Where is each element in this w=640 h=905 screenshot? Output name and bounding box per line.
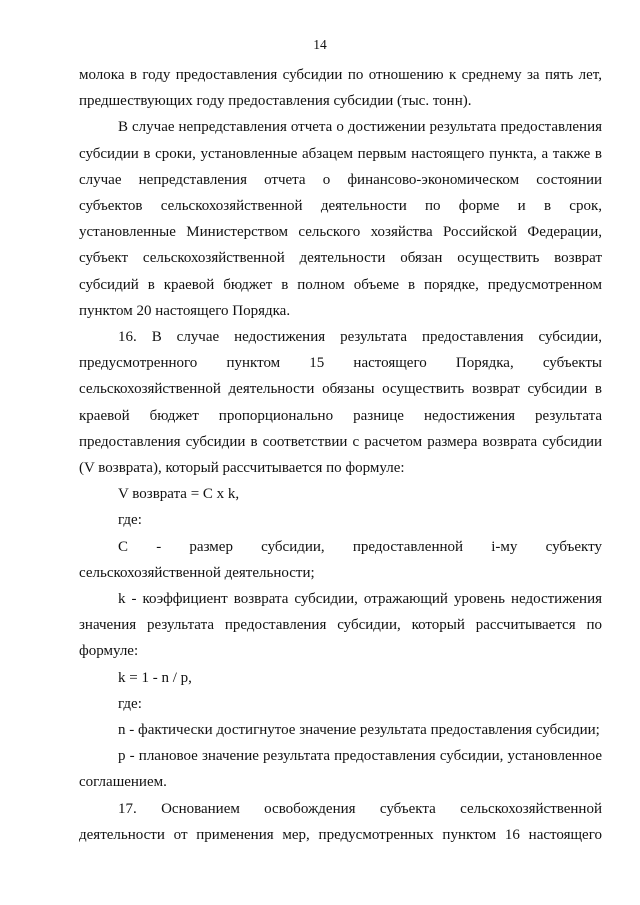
text-line: В случае непредставления отчета о достижении результата предоставления [118, 119, 602, 136]
text-line: краевой бюджет пропорционально разнице недостижения результата [79, 407, 602, 424]
definition-k [79, 586, 602, 665]
text-line: значения результата предоставления субсидии, который рассчитывается по [79, 617, 602, 634]
paragraph-continuation [79, 62, 602, 114]
text-line: предшествующих году предоставления субсидии (тыс. тонн). [79, 93, 472, 110]
text-line: субсидий в краевой бюджет в полном объеме в порядке, предусмотренном [79, 276, 602, 293]
definition-c [79, 534, 602, 586]
page-number: 14 [313, 37, 327, 52]
text-line: предусмотренного пунктом 15 настоящего Порядка, субъекты [79, 355, 602, 372]
text-line: (V возврата), который рассчитывается по формуле: [79, 460, 405, 477]
text-line: формуле: [79, 643, 139, 660]
text-line: субъектов сельскохозяйственной деятельности по форме и в срок, [79, 198, 602, 215]
text-line: соглашением. [79, 774, 167, 791]
text-line: установленные Министерством сельского хозяйства Российской Федерации, [79, 224, 602, 241]
text-line: субъект сельскохозяйственной деятельности обязан осуществить возврат [79, 250, 602, 267]
document-body [79, 62, 602, 848]
definition-p [79, 743, 602, 795]
text-line: субсидии в сроки, установленные абзацем первым настоящего пункта, а также в [79, 145, 602, 162]
formula-k: k = 1 - n / p, [118, 669, 192, 686]
paragraph-16 [79, 324, 602, 481]
paragraph-17 [79, 796, 602, 848]
text-line: k - коэффициент возврата субсидии, отражающий уровень недостижения [118, 591, 602, 608]
text-line: C - размер субсидии, предоставленной i-му субъекту [118, 538, 602, 555]
where-label: где: [118, 695, 142, 712]
text-line: p - плановое значение результата предоставления субсидии, установленное [118, 748, 602, 765]
definition-n: n - фактически достигнутое значение результата предоставления субсидии; [118, 722, 600, 739]
formula-v: V возврата = C x k, [118, 486, 240, 503]
text-line: молока в году предоставления субсидии по отношению к среднему за пять лет, [79, 67, 602, 83]
text-line: деятельности от применения мер, предусмотренных пунктом 16 настоящего [79, 826, 602, 843]
text-line: 17. Основанием освобождения субъекта сельскохозяйственной [118, 800, 602, 817]
text-line: предоставления субсидии в соответствии с расчетом размера возврата субсидии [79, 433, 602, 450]
text-line: сельскохозяйственной деятельности обязаны осуществить возврат субсидии в [79, 381, 602, 398]
text-line: сельскохозяйственной деятельности; [79, 564, 315, 581]
text-line: 16. В случае недостижения результата предоставления субсидии, [118, 329, 602, 346]
paragraph-report-failure [79, 114, 602, 324]
text-line: пунктом 20 настоящего Порядка. [79, 302, 291, 319]
text-line: случае непредставления отчета о финансово-экономическом состоянии [79, 171, 602, 188]
where-label: где: [118, 512, 142, 529]
